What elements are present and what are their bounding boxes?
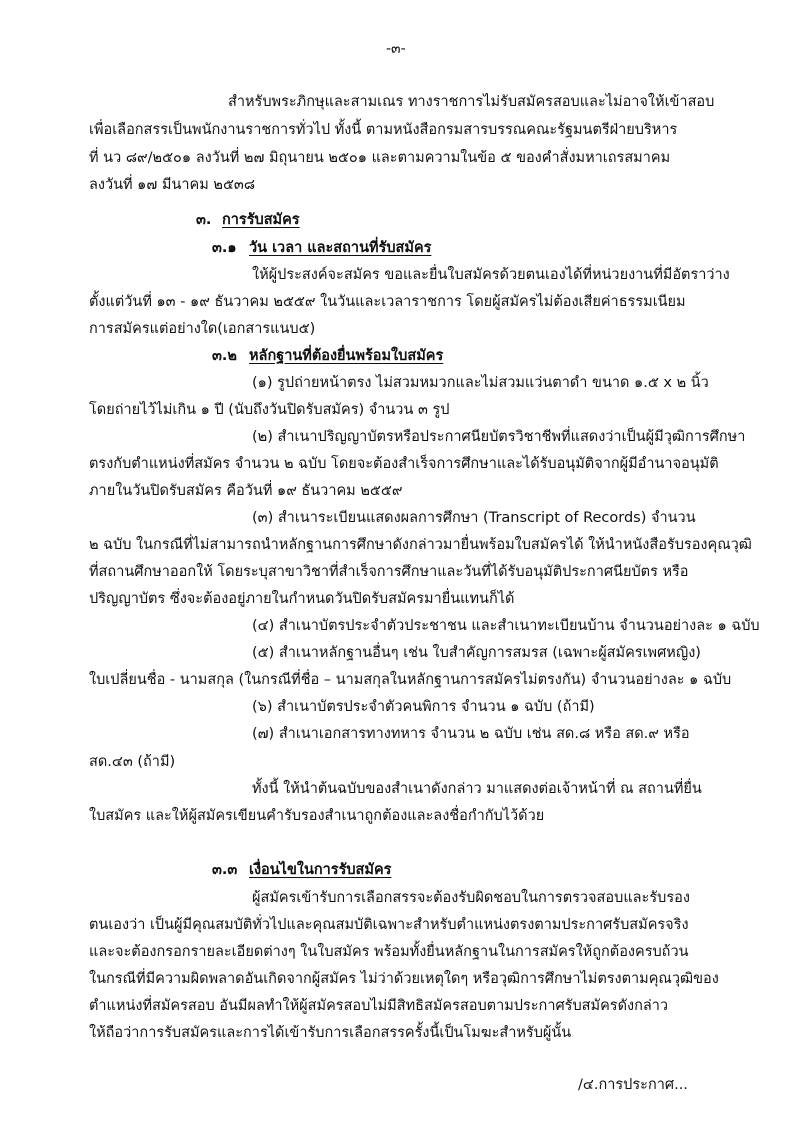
- section-3-2-line-12: ใบเปลี่ยนชื่อ - นามสกุล (ในกรณีที่ชื่อ – นามสกุลในหลักฐานการสมัครไม่ตรงกัน) จำนวนอย่างละ ๑ ฉบับ: [89, 672, 732, 688]
- section-3-3-line-6: ให้ถือว่าการรับสมัครและการได้เข้ารับการเลือกสรรครั้งนี้เป็นโมฆะสำหรับผู้นั้น: [89, 1025, 572, 1041]
- intro-line-3: ที่ นว ๘๙/๒๕๐๑ ลงวันที่ ๒๗ มิถุนายน ๒๕๐๑ และตามความในข้อ ๕ ของคำสั่งมหาเถรสมาคม: [89, 150, 671, 166]
- continuation-note: /๔.การประกาศ...: [578, 1077, 688, 1093]
- intro-line-2: เพื่อเลือกสรรเป็นพนักงานราชการทั่วไป ทั้งนี้ ตามหนังสือกรมสารบรรณคณะรัฐมนตรีฝ่ายบริหาร: [89, 122, 678, 138]
- section-3-3-line-2: ตนเองว่า เป็นผู้มีคุณสมบัติทั่วไปและคุณสมบัติเฉพาะสำหรับตำแหน่งตรงตามประกาศรับสมัครจริง: [89, 917, 689, 933]
- section-3-title: การรับสมัคร: [222, 212, 300, 228]
- section-3-1-title: วัน เวลา และสถานที่รับสมัคร: [249, 240, 432, 256]
- section-3-2-title: หลักฐานที่ต้องยื่นพร้อมใบสมัคร: [249, 348, 444, 364]
- page-number: -๓-: [386, 41, 406, 57]
- section-3-2-line-17: ใบสมัคร และให้ผู้สมัครเขียนคำรับรองสำเนาถูกต้องและลงชื่อกำกับไว้ด้วย: [89, 808, 545, 824]
- section-3-1-line-2: ตั้งแต่วันที่ ๑๓ - ๑๙ ธันวาคม ๒๕๕๙ ในวันและเวลาราชการ โดยผู้สมัครไม่ต้องเสียค่าธรรมเนียม: [89, 294, 686, 310]
- section-3-2-line-10: (๔) สำเนาบัตรประจำตัวประชาชน และสำเนาทะเบียนบ้าน จำนวนอย่างละ ๑ ฉบับ: [252, 618, 760, 634]
- section-3-1-number: ๓.๑: [212, 240, 237, 256]
- section-3-1-line-3: การสมัครแต่อย่างใด(เอกสารแนบ๕): [89, 321, 316, 337]
- section-3-number: ๓.: [196, 212, 212, 228]
- section-3-2-line-8: ที่สถานศึกษาออกให้ โดยระบุสาขาวิชาที่สำเร็จการศึกษาและวันที่ได้รับอนุมัติประกาศนียบัตร หรือ: [89, 564, 689, 580]
- section-3-2-line-1: (๑) รูปถ่ายหน้าตรง ไม่สวมหมวกและไม่สวมแว่นตาดำ ขนาด ๑.๕ x ๒ นิ้ว: [252, 375, 709, 391]
- section-3-3-line-3: และจะต้องกรอกรายละเอียดต่างๆ ในใบสมัคร พร้อมทั้งยื่นหลักฐานในการสมัครให้ถูกต้องครบถ้วน: [89, 944, 689, 960]
- section-3-2-line-11: (๕) สำเนาหลักฐานอื่นๆ เช่น ใบสำคัญการสมรส (เฉพาะผู้สมัครเพศหญิง): [252, 645, 701, 661]
- section-3-2-line-7: ๒ ฉบับ ในกรณีที่ไม่สามารถนำหลักฐานการศึกษาดังกล่าวมายื่นพร้อมใบสมัครได้ ให้นำหนังสือรับรองคุณวุฒิ: [89, 537, 752, 553]
- section-3-2-line-6: (๓) สำเนาระเบียนแสดงผลการศึกษา (Transcript of Records) จำนวน: [252, 510, 696, 526]
- section-3-3-title: เงื่อนไขในการรับสมัคร: [249, 862, 392, 878]
- section-3-3-line-5: ตำแหน่งที่สมัครสอบ อันมีผลทำให้ผู้สมัครสอบไม่มีสิทธิสมัครสอบตามประกาศรับสมัครดังกล่าว: [89, 998, 669, 1014]
- section-3-2-line-9: ปริญญาบัตร ซึ่งจะต้องอยู่ภายในกำหนดวันปิดรับสมัครมายื่นแทนก็ได้: [89, 591, 515, 607]
- section-3-3-number: ๓.๓: [212, 862, 238, 878]
- section-3-2-line-2: โดยถ่ายไว้ไม่เกิน ๑ ปี (นับถึงวันปิดรับสมัคร) จำนวน ๓ รูป: [89, 402, 450, 418]
- intro-line-1: สำหรับพระภิกษุและสามเณร ทางราชการไม่รับสมัครสอบและไม่อาจให้เข้าสอบ: [228, 94, 715, 110]
- intro-line-4: ลงวันที่ ๑๗ มีนาคม ๒๕๓๘: [89, 177, 256, 193]
- section-3-1-line-1: ให้ผู้ประสงค์จะสมัคร ขอและยื่นใบสมัครด้วยตนเองได้ที่หน่วยงานที่มีอัตราว่าง: [252, 267, 730, 283]
- section-3-2-line-16: ทั้งนี้ ให้นำต้นฉบับของสำเนาดังกล่าว มาแสดงต่อเจ้าหน้าที่ ณ สถานที่ยื่น: [252, 781, 702, 797]
- section-3-2-line-13: (๖) สำเนาบัตรประจำตัวคนพิการ จำนวน ๑ ฉบับ (ถ้ามี): [252, 699, 595, 715]
- section-3-2-line-3: (๒) สำเนาปริญญาบัตรหรือประกาศนียบัตรวิชาชีพที่แสดงว่าเป็นผู้มีวุฒิการศึกษา: [252, 429, 746, 445]
- section-3-2-line-4: ตรงกับตำแหน่งที่สมัคร จำนวน ๒ ฉบับ โดยจะต้องสำเร็จการศึกษาและได้รับอนุมัติจากผู้มีอำนาจอนุมัติ: [89, 456, 719, 472]
- section-3-3-line-4: ในกรณีที่มีความผิดพลาดอันเกิดจากผู้สมัคร ไม่ว่าด้วยเหตุใดๆ หรือวุฒิการศึกษาไม่ตรงตามคุณวุฒิของ: [89, 971, 719, 987]
- section-3-2-line-5: ภายในวันปิดรับสมัคร คือวันที่ ๑๙ ธันวาคม ๒๕๕๙: [89, 483, 403, 499]
- section-3-2-number: ๓.๒: [212, 348, 237, 364]
- section-3-3-line-1: ผู้สมัครเข้ารับการเลือกสรรจะต้องรับผิดชอบในการตรวจสอบและรับรอง: [252, 890, 690, 906]
- section-3-2-line-15: สด.๔๓ (ถ้ามี): [89, 754, 176, 770]
- section-3-2-line-14: (๗) สำเนาเอกสารทางทหาร จำนวน ๒ ฉบับ เช่น สด.๘ หรือ สด.๙ หรือ: [252, 726, 690, 742]
